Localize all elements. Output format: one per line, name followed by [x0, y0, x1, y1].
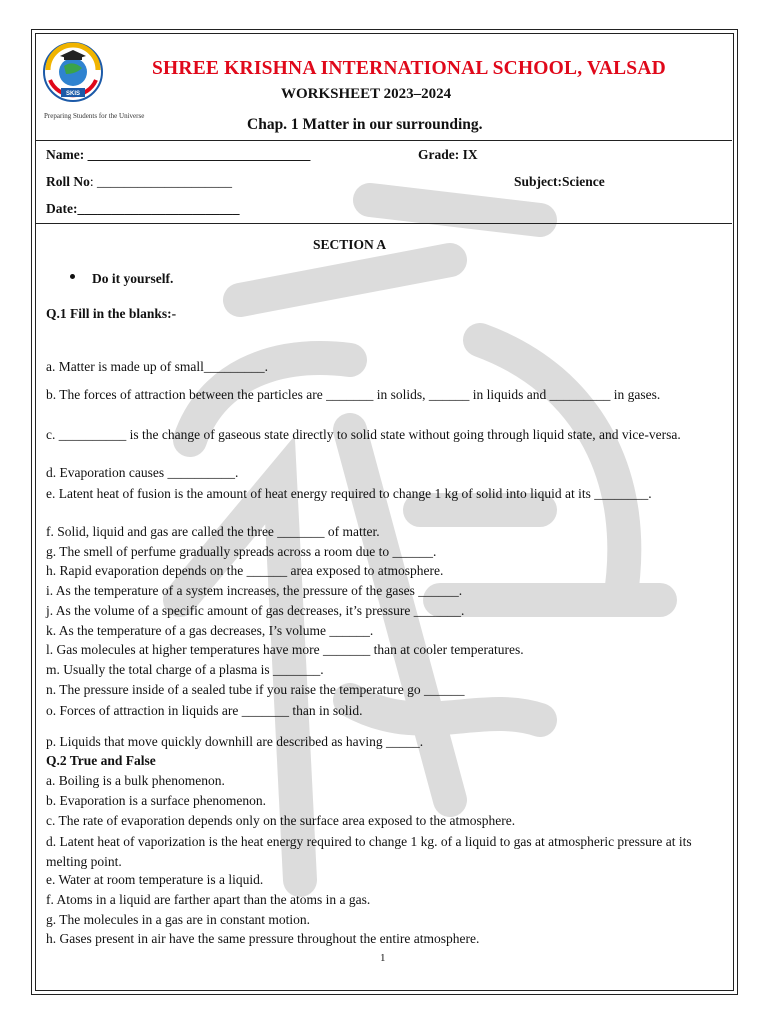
- grade-field: Grade: IX: [418, 147, 478, 162]
- q1-item-o: o. Forces of attraction in liquids are _______ than in solid.: [46, 703, 363, 718]
- q1-item-p: p. Liquids that move quickly downhill are described as having _____.: [46, 734, 424, 749]
- q1-title: Q.1 Fill in the blanks:-: [46, 306, 177, 321]
- q2-item-e: e. Water at room temperature is a liquid.: [46, 872, 264, 887]
- q2-item-c: c. The rate of evaporation depends only on the surface area exposed to the atmosphere.: [46, 813, 516, 828]
- logo-tagline: Preparing Students for the Universe: [44, 112, 145, 120]
- divider-fields: [35, 223, 732, 224]
- q1-item-i: i. As the temperature of a system increases, the pressure of the gases ______.: [46, 583, 463, 598]
- roll-no-field: [46, 174, 232, 190]
- q1-item-k: k. As the temperature of a gas decreases, I’s volume ______.: [46, 623, 374, 638]
- q2-title: Q.2 True and False: [46, 753, 156, 768]
- q1-item-g: g. The smell of perfume gradually spreads across a room due to ______.: [46, 544, 437, 559]
- q2-item-b: b. Evaporation is a surface phenomenon.: [46, 793, 267, 808]
- q1-item-f: f. Solid, liquid and gas are called the three _______ of matter.: [46, 524, 380, 539]
- divider-top: [35, 140, 732, 141]
- q1-item-m: m. Usually the total charge of a plasma is _______.: [46, 662, 324, 677]
- roll-no-label: Roll No: [46, 174, 90, 189]
- q1-item-h: h. Rapid evaporation depends on the ______ area exposed to atmosphere.: [46, 563, 444, 578]
- bullet-icon: [70, 274, 75, 279]
- q1-item-b: b. The forces of attraction between the particles are _______ in solids, ______ in liquids and _________ in gases.: [46, 387, 661, 402]
- worksheet-title: WORKSHEET 2023–2024: [281, 86, 452, 102]
- section-a-title: SECTION A: [313, 237, 387, 252]
- q2-item-d: d. Latent heat of vaporization is the heat energy required to change 1 kg. of a liquid to gas at atmospheric pressure at its melting point.: [46, 834, 692, 869]
- q1-item-a: a. Matter is made up of small_________.: [46, 359, 268, 374]
- chapter-title: Chap. 1 Matter in our surrounding.: [247, 116, 483, 133]
- q2-item-a: a. Boiling is a bulk phenomenon.: [46, 773, 225, 788]
- name-field: Name: _________________________________: [46, 147, 311, 162]
- school-logo-icon: [42, 40, 104, 108]
- q1-item-l: l. Gas molecules at higher temperatures have more _______ than at cooler temperatures.: [46, 642, 524, 657]
- q2-item-g: g. The molecules in a gas are in constant motion.: [46, 912, 311, 927]
- bullet-text: Do it yourself.: [92, 271, 174, 286]
- school-name: SHREE KRISHNA INTERNATIONAL SCHOOL, VALSAD: [152, 58, 666, 79]
- date-field: Date:________________________: [46, 201, 240, 216]
- q1-item-j: j. As the volume of a specific amount of gas decreases, it’s pressure _______.: [46, 603, 465, 618]
- roll-no-blank: : ____________________: [89, 174, 233, 189]
- page-number: 1: [380, 952, 386, 964]
- logo-text: SKIS: [65, 91, 81, 97]
- q2-item-f: f. Atoms in a liquid are farther apart than the atoms in a gas.: [46, 892, 371, 907]
- q1-item-d: d. Evaporation causes __________.: [46, 465, 239, 480]
- q1-item-c: c. __________ is the change of gaseous state directly to solid state without going through liquid state, and vice-versa.: [46, 427, 681, 442]
- subject-field: Subject:Science: [514, 174, 605, 189]
- q2-item-h: h. Gases present in air have the same pressure throughout the entire atmosphere.: [46, 931, 480, 946]
- q1-item-n: n. The pressure inside of a sealed tube if you raise the temperature go ______: [46, 682, 465, 697]
- q1-item-e: e. Latent heat of fusion is the amount of heat energy required to change 1 kg of solid into liquid at its ________.: [46, 486, 652, 501]
